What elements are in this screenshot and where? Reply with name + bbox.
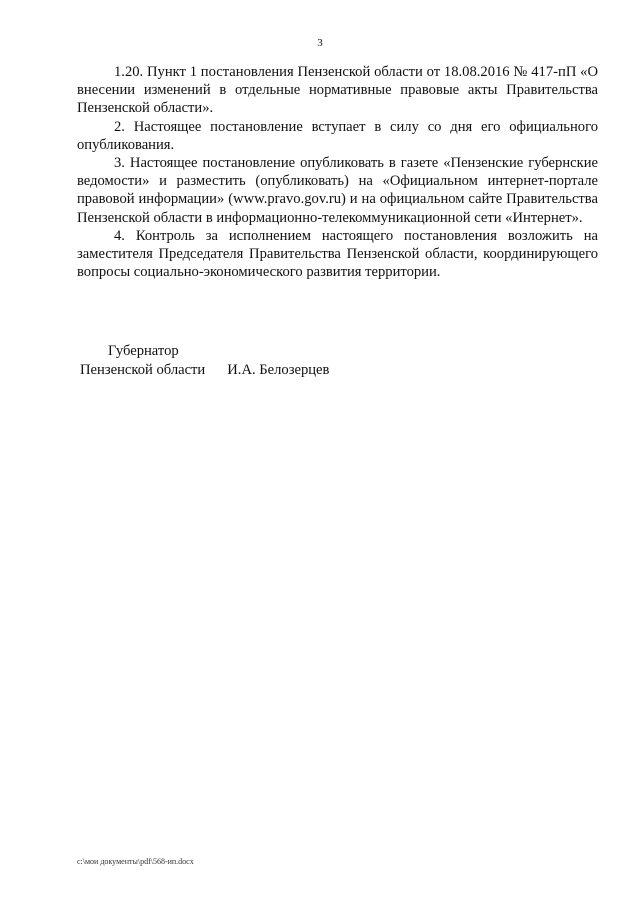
paragraph-3: 3. Настоящее постановление опубликовать в газете «Пензенские губернские ведомости» и разместить (опубликовать) на «Официальном интернет-портале правовой информации» (www.pravo.gov.ru) и на официальном сайте Правительства Пензенской области в информационно-телекоммуникационной сети «Интернет».	[77, 155, 598, 226]
signatory-title-line1: Губернатор	[108, 343, 179, 359]
signature-block	[80, 342, 329, 380]
page-number: 3	[317, 37, 323, 49]
signatory-line2	[80, 361, 329, 380]
document-body	[77, 63, 598, 281]
footer-file-path: c:\мои документы\pdf\568-ип.docx	[77, 857, 194, 866]
paragraph-1-20: 1.20. Пункт 1 постановления Пензенской области от 18.08.2016 № 417-пП «О внесении изменений в отдельные нормативные правовые акты Правительства Пензенской области».	[77, 64, 598, 117]
paragraph-2: 2. Настоящее постановление вступает в силу со дня его официального опубликования.	[77, 118, 598, 153]
signatory-title-line2: Пензенской области	[80, 362, 206, 378]
paragraph-4: 4. Контроль за исполнением настоящего постановления возложить на заместителя Председателя Правительства Пензенской области, координирующего вопросы социально-экономического развития территории.	[77, 227, 598, 281]
signatory-name: И.А. Белозерцев	[227, 362, 330, 378]
